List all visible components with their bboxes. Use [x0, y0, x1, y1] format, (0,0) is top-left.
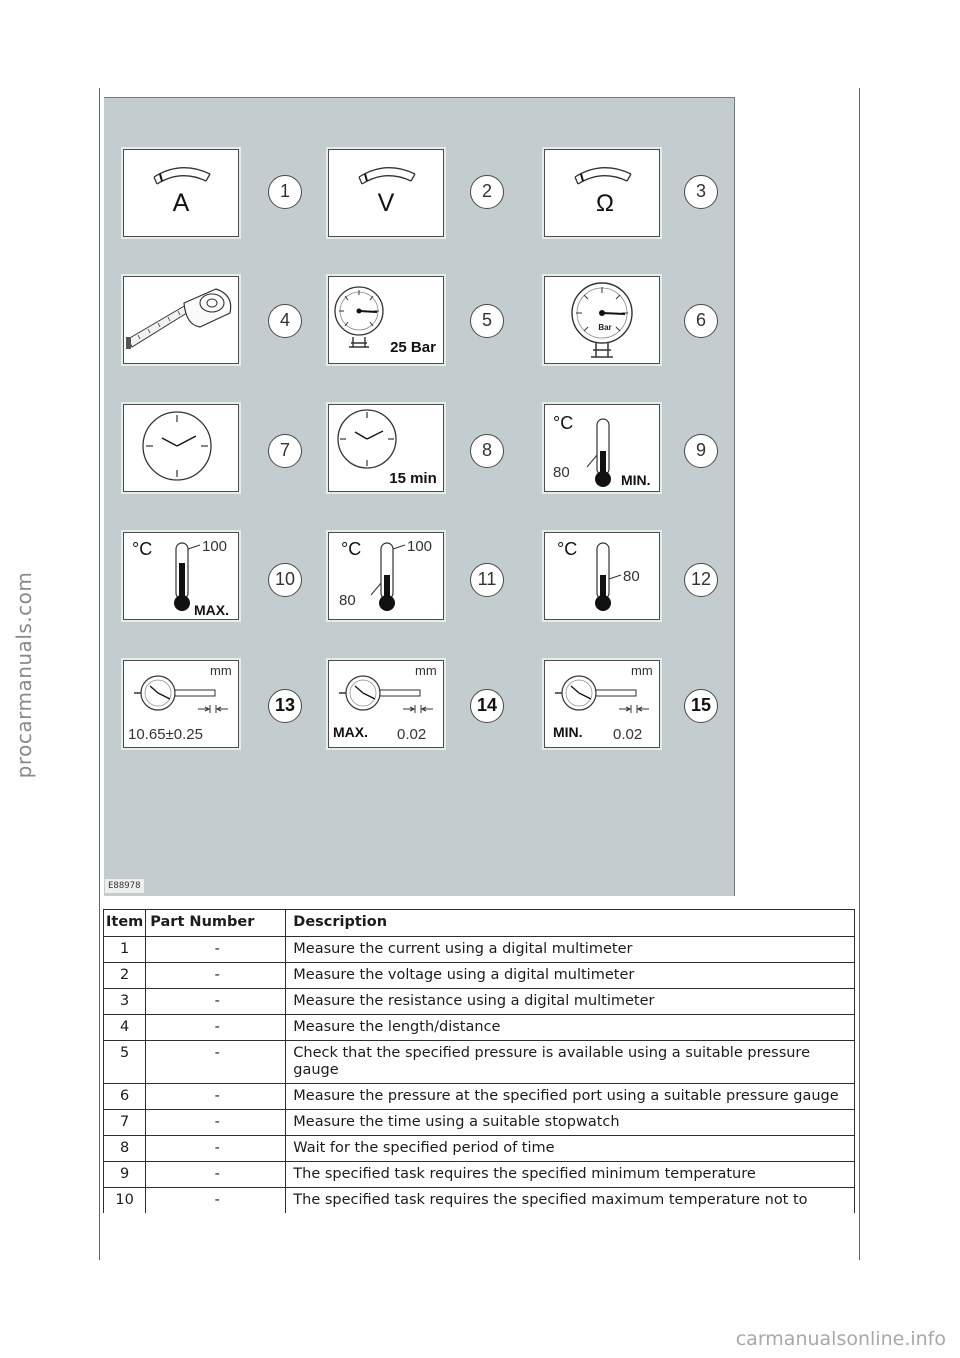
svg-text:MAX.: MAX.	[333, 724, 368, 740]
svg-text:15 min: 15 min	[389, 470, 437, 487]
thermometer-icon	[329, 533, 443, 619]
row-item: 4	[104, 1015, 146, 1041]
callout-4: 4	[268, 304, 302, 338]
row-description: Measure the voltage using a digital multimeter	[286, 963, 855, 989]
callout-2: 2	[470, 175, 504, 209]
row-item: 10	[104, 1188, 146, 1214]
svg-text:100: 100	[202, 538, 228, 555]
svg-text:100: 100	[407, 538, 433, 555]
symbol-tile-3	[544, 149, 660, 237]
callout-7: 7	[268, 434, 302, 468]
ohmmeter-icon	[545, 150, 659, 236]
symbol-tile-11	[328, 532, 444, 620]
row-part-number: -	[146, 1084, 286, 1110]
voltmeter-icon	[329, 150, 443, 236]
bottom-watermark: carmanualsonline.info	[735, 1328, 946, 1350]
svg-text:0.02: 0.02	[397, 726, 427, 743]
row-description: The specified task requires the specified minimum temperature	[286, 1162, 855, 1188]
svg-text:MIN.: MIN.	[553, 724, 583, 740]
callout-10: 10	[268, 563, 302, 597]
row-part-number: -	[146, 1162, 286, 1188]
row-item: 7	[104, 1110, 146, 1136]
symbol-tile-15	[544, 660, 660, 748]
svg-text:Bar: Bar	[598, 323, 612, 332]
tape-measure-icon	[124, 277, 238, 363]
row-item: 8	[104, 1136, 146, 1162]
symbol-tile-10	[123, 532, 239, 620]
table-row	[104, 989, 855, 1015]
header-part-number: Part Number	[146, 910, 286, 937]
callout-8: 8	[470, 434, 504, 468]
symbol-tile-1	[123, 149, 239, 237]
row-item: 9	[104, 1162, 146, 1188]
callout-6: 6	[684, 304, 718, 338]
svg-text:80: 80	[623, 568, 640, 585]
table-row	[104, 1015, 855, 1041]
symbol-tile-8	[328, 404, 444, 492]
symbols-figure	[104, 97, 735, 896]
svg-text:MAX.: MAX.	[194, 602, 229, 618]
row-part-number: -	[146, 1110, 286, 1136]
table-row	[104, 1110, 855, 1136]
callout-3: 3	[684, 175, 718, 209]
dial-gauge-icon	[124, 661, 238, 747]
symbol-tile-7	[123, 404, 239, 492]
table-row	[104, 1162, 855, 1188]
thermometer-icon	[545, 533, 659, 619]
table-header-row	[104, 910, 855, 937]
callout-9: 9	[684, 434, 718, 468]
svg-text:A: A	[172, 189, 190, 217]
symbol-tile-14	[328, 660, 444, 748]
callout-15: 15	[684, 689, 718, 723]
table-row	[104, 937, 855, 963]
svg-text:mm: mm	[415, 663, 437, 678]
row-description: Wait for the specified period of time	[286, 1136, 855, 1162]
row-description: Measure the resistance using a digital multimeter	[286, 989, 855, 1015]
svg-text:10.65±0.25: 10.65±0.25	[128, 726, 203, 743]
row-description: Check that the specified pressure is available using a suitable pressure gauge	[286, 1041, 855, 1084]
svg-text:Ω: Ω	[596, 190, 614, 217]
symbol-tile-4	[123, 276, 239, 364]
symbol-tile-5	[328, 276, 444, 364]
table-row	[104, 1041, 855, 1084]
svg-text:°C: °C	[341, 539, 362, 559]
svg-text:°C: °C	[557, 539, 578, 559]
row-description: Measure the current using a digital multimeter	[286, 937, 855, 963]
callout-1: 1	[268, 175, 302, 209]
row-item: 5	[104, 1041, 146, 1084]
symbol-tile-13	[123, 660, 239, 748]
row-item: 3	[104, 989, 146, 1015]
right-margin-rule	[859, 88, 860, 1260]
row-description: Measure the time using a suitable stopwatch	[286, 1110, 855, 1136]
svg-text:MIN.: MIN.	[621, 472, 651, 488]
row-part-number: -	[146, 989, 286, 1015]
dial-gauge-icon	[329, 661, 443, 747]
row-item: 6	[104, 1084, 146, 1110]
row-item: 1	[104, 937, 146, 963]
dial-gauge-icon	[545, 661, 659, 747]
svg-text:25 Bar: 25 Bar	[390, 339, 436, 356]
table-row	[104, 1084, 855, 1110]
row-description: Measure the pressure at the specified port using a suitable pressure gauge	[286, 1084, 855, 1110]
svg-text:°C: °C	[553, 413, 574, 433]
row-part-number: -	[146, 937, 286, 963]
clock-icon	[124, 405, 238, 491]
pressure-gauge-icon	[545, 277, 659, 363]
parts-table	[103, 909, 855, 1213]
svg-text:80: 80	[339, 592, 356, 609]
row-part-number: -	[146, 963, 286, 989]
table-row	[104, 1188, 855, 1214]
ammeter-icon	[124, 150, 238, 236]
header-description: Description	[286, 910, 855, 937]
header-item: Item	[104, 910, 146, 937]
table-row	[104, 963, 855, 989]
svg-text:mm: mm	[631, 663, 653, 678]
pressure-gauge-icon	[329, 277, 443, 363]
symbol-tile-9	[544, 404, 660, 492]
svg-text:0.02: 0.02	[613, 726, 643, 743]
callout-11: 11	[470, 563, 504, 597]
figure-code: E88978	[105, 879, 144, 893]
left-margin-rule	[99, 88, 100, 1260]
row-part-number: -	[146, 1041, 286, 1084]
callout-13: 13	[268, 689, 302, 723]
thermometer-icon	[124, 533, 238, 619]
clock-icon	[329, 405, 443, 491]
callout-5: 5	[470, 304, 504, 338]
row-item: 2	[104, 963, 146, 989]
row-part-number: -	[146, 1188, 286, 1214]
symbol-tile-12	[544, 532, 660, 620]
symbol-tile-2	[328, 149, 444, 237]
symbol-tile-6	[544, 276, 660, 364]
svg-text:mm: mm	[210, 663, 232, 678]
svg-text:°C: °C	[132, 539, 153, 559]
callout-12: 12	[684, 563, 718, 597]
callout-14: 14	[470, 689, 504, 723]
svg-text:V: V	[377, 189, 395, 217]
row-description: The specified task requires the specified maximum temperature not to	[286, 1188, 855, 1214]
row-description: Measure the length/distance	[286, 1015, 855, 1041]
thermometer-icon	[545, 405, 659, 491]
row-part-number: -	[146, 1015, 286, 1041]
side-watermark: procarmanuals.com	[12, 571, 36, 779]
row-part-number: -	[146, 1136, 286, 1162]
table-row	[104, 1136, 855, 1162]
svg-text:80: 80	[553, 464, 570, 481]
